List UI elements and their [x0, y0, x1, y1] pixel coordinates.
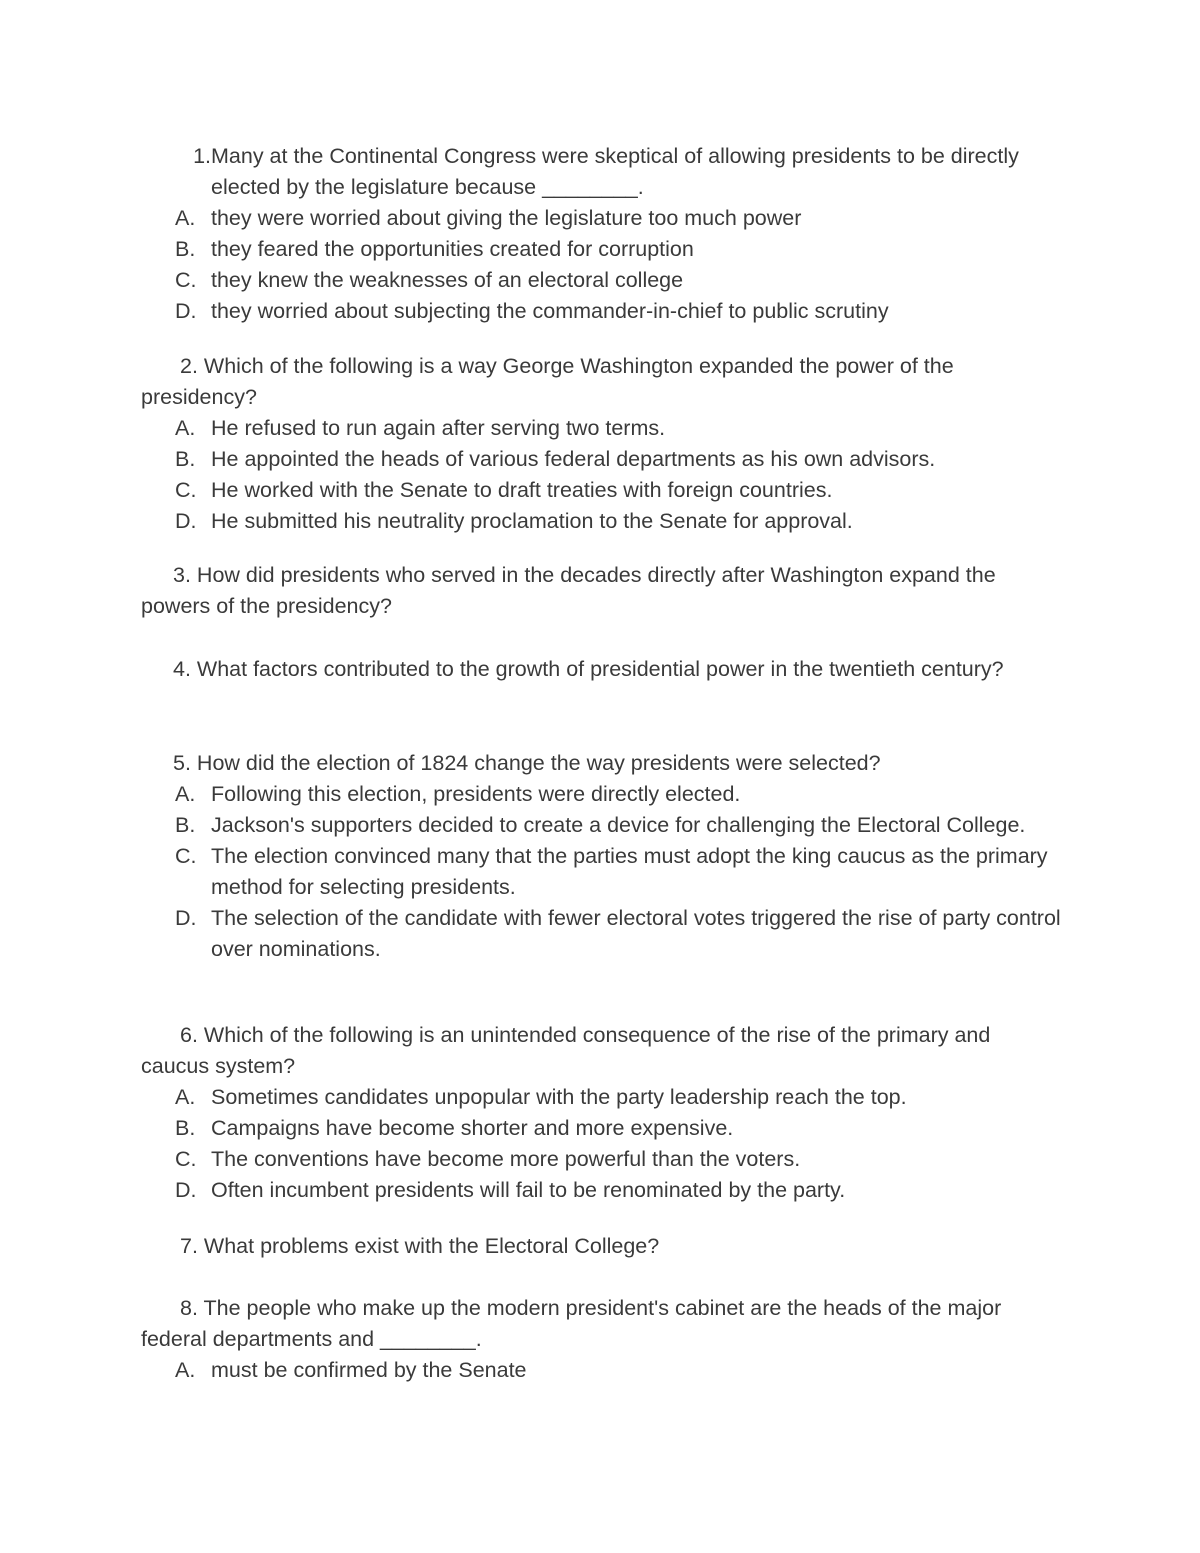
option-text: must be confirmed by the Senate — [211, 1358, 527, 1382]
answer-option — [141, 779, 1061, 810]
option-text: Campaigns have become shorter and more expensive. — [211, 1116, 734, 1140]
option-text: The selection of the candidate with fewer electoral votes triggered the rise of party control over nominations. — [211, 906, 1061, 961]
option-text: He appointed the heads of various federal departments as his own advisors. — [211, 447, 936, 471]
question-number: 7. — [180, 1234, 198, 1258]
question-stem-line — [141, 654, 1061, 685]
option-text: He worked with the Senate to draft treaties with foreign countries. — [211, 478, 833, 502]
question-number: 8. — [180, 1296, 198, 1320]
answer-option — [141, 1082, 1061, 1113]
answer-option — [141, 810, 1061, 841]
option-letter: B. — [175, 447, 196, 471]
option-letter: C. — [175, 844, 197, 868]
answer-option — [141, 1175, 1061, 1206]
option-letter: C. — [175, 268, 197, 292]
question-5 — [141, 748, 1061, 965]
option-text: they feared the opportunities created for corruption — [211, 237, 694, 261]
question-number: 4. — [173, 657, 191, 681]
answer-option — [141, 413, 1061, 444]
question-number: 1. — [193, 144, 211, 168]
option-text: they worried about subjecting the commander-in-chief to public scrutiny — [211, 299, 889, 323]
question-stem: What factors contributed to the growth of presidential power in the twentieth century? — [196, 657, 1004, 681]
question-number: 5. — [173, 751, 191, 775]
option-letter: C. — [175, 478, 197, 502]
question-7 — [141, 1231, 1061, 1262]
option-text: they knew the weaknesses of an electoral college — [211, 268, 684, 292]
question-4 — [141, 654, 1061, 685]
question-stem-line — [141, 748, 1061, 779]
option-letter: C. — [175, 1147, 197, 1171]
question-stem: Many at the Continental Congress were skeptical of allowing presidents to be directly elected by the legislature because ________. — [211, 144, 1019, 199]
option-letter: A. — [175, 416, 196, 440]
question-stem: How did the election of 1824 change the way presidents were selected? — [196, 751, 881, 775]
option-letter: B. — [175, 237, 196, 261]
option-letter: D. — [175, 1178, 197, 1202]
option-text: Following this election, presidents were directly elected. — [211, 782, 741, 806]
answer-option — [141, 506, 1061, 537]
question-1 — [141, 141, 1061, 327]
answer-option — [141, 203, 1061, 234]
option-text: The election convinced many that the parties must adopt the king caucus as the primary method for selecting presidents. — [211, 844, 1048, 899]
option-letter: B. — [175, 1116, 196, 1140]
option-text: Sometimes candidates unpopular with the party leadership reach the top. — [211, 1085, 907, 1109]
option-text: He submitted his neutrality proclamation to the Senate for approval. — [211, 509, 853, 533]
answer-option — [141, 296, 1061, 327]
option-letter: D. — [175, 906, 197, 930]
question-number: 3. — [173, 563, 191, 587]
option-text: The conventions have become more powerful than the voters. — [211, 1147, 801, 1171]
question-stem: The people who make up the modern president's cabinet are the heads of the major federal departments and ________. — [141, 1296, 1002, 1351]
option-letter: A. — [175, 1358, 196, 1382]
option-letter: B. — [175, 813, 196, 837]
question-2 — [141, 351, 1061, 537]
question-3 — [141, 560, 1061, 622]
option-text: Often incumbent presidents will fail to be renominated by the party. — [211, 1178, 846, 1202]
question-stem: Which of the following is an unintended consequence of the rise of the primary and caucus system? — [141, 1023, 991, 1078]
option-letter: D. — [175, 299, 197, 323]
question-number: 2. — [180, 354, 198, 378]
answer-option — [141, 444, 1061, 475]
answer-option — [141, 1144, 1061, 1175]
answer-option — [141, 1355, 1061, 1386]
option-text: He refused to run again after serving two terms. — [211, 416, 666, 440]
option-text: Jackson's supporters decided to create a device for challenging the Electoral College. — [211, 813, 1026, 837]
question-number: 6. — [180, 1023, 198, 1047]
question-stem: Which of the following is a way George Washington expanded the power of the presidency? — [141, 354, 954, 409]
answer-option — [141, 234, 1061, 265]
option-letter: A. — [175, 1085, 196, 1109]
question-stem: How did presidents who served in the decades directly after Washington expand the powers of the presidency? — [141, 563, 996, 618]
answer-option — [141, 265, 1061, 296]
option-letter: A. — [175, 206, 196, 230]
question-stem-line — [141, 1293, 1061, 1355]
question-stem-line — [141, 1231, 1061, 1262]
answer-option — [141, 903, 1061, 965]
question-6 — [141, 1020, 1061, 1206]
question-stem-line — [141, 560, 1061, 622]
answer-option — [141, 475, 1061, 506]
answer-option — [141, 1113, 1061, 1144]
answer-option — [141, 841, 1061, 903]
question-8 — [141, 1293, 1061, 1386]
question-stem-line — [141, 1020, 1061, 1082]
question-stem: What problems exist with the Electoral College? — [203, 1234, 660, 1258]
option-letter: A. — [175, 782, 196, 806]
option-text: they were worried about giving the legislature too much power — [211, 206, 802, 230]
question-stem-line — [141, 351, 1061, 413]
option-letter: D. — [175, 509, 197, 533]
